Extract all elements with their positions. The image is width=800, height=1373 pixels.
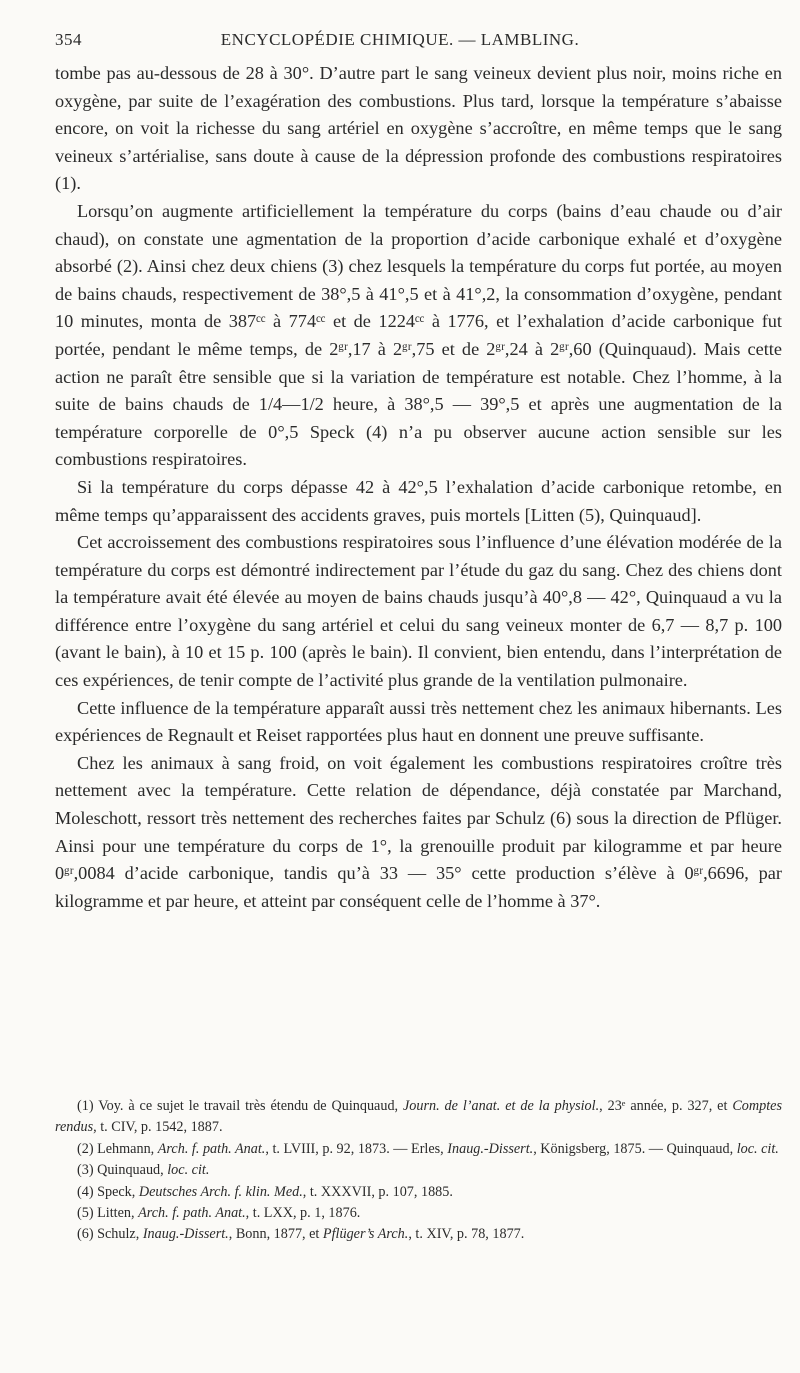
footnote-text: (5) Litten,: [77, 1205, 139, 1222]
footnote-text: , t. CIV, p. 1542, 1887.: [93, 1119, 223, 1136]
body-text: [55, 60, 782, 915]
footnote-citation-italic: loc. cit.: [736, 1140, 779, 1157]
footnote-citation-italic: Comptes rendus: [55, 1098, 782, 1136]
paragraph: Cette influence de la température apparaît aussi très nettement chez les animaux hibernants. Les expériences de Regnault et Reiset rapportées plus haut en donnent une preuve suffisante.: [55, 697, 782, 746]
paragraph: Si la température du corps dépasse 42 à 42°,5 l’exhalation d’acide carbonique retombe, en même temps qu’apparaissent des accidents graves, puis mortels [Litten (5), Quinquaud].: [55, 476, 782, 525]
footnote-citation-italic: Pflüger’s Arch.: [322, 1226, 409, 1243]
footnote-text: (4) Speck,: [77, 1183, 139, 1200]
footnote-text: (3) Quinquaud,: [77, 1162, 168, 1179]
footnotes: [55, 1096, 782, 1246]
footnote: [55, 1096, 782, 1139]
footnote-text: (1) Voy. à ce sujet le travail très étendu de Quinquaud,: [77, 1098, 403, 1114]
footnote-text: , t. XIV, p. 78, 1877.: [408, 1226, 525, 1243]
paragraph: Cet accroissement des combustions respiratoires sous l’influence d’une élévation modérée de la température du corps est démontré indirectement par l’étude du gaz du sang. Chez des chiens dont la température avait été élevée au moyen de bains chauds jusqu’à 40°,8 — 42°, Quinquaud a vu la différence entre l’oxygène du sang artériel et celui du sang veineux monter de 6,7 — 8,7 p. 100 (avant le bain), à 10 et 15 p. 100 (après le bain). Il convient, bien entendu, dans l’interprétation de ces expériences, de tenir compte de l’activité plus grande de la ventilation pulmonaire.: [55, 532, 782, 691]
paragraph: tombe pas au-dessous de 28 à 30°. D’autre part le sang veineux devient plus noir, moins riche en oxygène, par suite de l’exagération des combustions. Plus tard, lorsque la température s’abaisse encore, on voit la richesse du sang artériel en oxygène s’accroître, en même temps que le sang veineux s’artérialise, sans doute à cause de la dépression profonde des combustions respiratoires (1).: [55, 63, 782, 194]
footnote-text: , 23ᵉ année, p. 327, et: [599, 1098, 733, 1114]
footnote: [55, 1182, 782, 1203]
footnote: [55, 1224, 782, 1245]
footnote-text: , t. LXX, p. 1, 1876.: [245, 1205, 361, 1222]
footnote: [55, 1203, 782, 1224]
footnote-text: (6) Schulz,: [77, 1226, 143, 1243]
running-title: ENCYCLOPÉDIE CHIMIQUE. — LAMBLING.: [220, 30, 580, 49]
page-number: 354: [55, 30, 82, 49]
footnote-citation-italic: Inaug.-Dissert.: [142, 1226, 229, 1243]
footnote: [55, 1160, 782, 1181]
footnote-citation-italic: Inaug.-Dissert.: [447, 1140, 534, 1157]
footnote-citation-italic: Arch. f. path. Anat.: [157, 1140, 266, 1157]
paragraph: Chez les animaux à sang froid, on voit également les combustions respiratoires croître très nettement avec la température. Cette relation de dépendance, déjà constatée par Marchand, Moleschott, ressort très nettement des recherches faites par Schulz (6) sous la direction de Pflüger. Ainsi pour une température du corps de 1°, la grenouille produit par kilogramme et par heure 0ᵍʳ,0084 d’acide carbonique, tandis qu’à 33 — 35° cette production s’élève à 0ᵍʳ,6696, par kilogramme et par heure, et atteint par conséquent celle de l’homme à 37°.: [55, 752, 782, 911]
footnote-text: , Bonn, 1877, et: [228, 1226, 323, 1243]
footnote-citation-italic: Arch. f. path. Anat.: [138, 1205, 246, 1222]
footnote-citation-italic: Journ. de l’anat. et de la physiol.: [403, 1098, 600, 1114]
footnote-text: , t. XXXVII, p. 107, 1885.: [302, 1183, 453, 1200]
running-header: [55, 30, 745, 56]
footnote: [55, 1139, 782, 1160]
footnote-citation-italic: loc. cit.: [167, 1162, 210, 1179]
paragraph: Lorsqu’on augmente artificiellement la température du corps (bains d’eau chaude ou d’air chaud), on constate une agmentation de la proportion d’acide carbonique exhalé et d’oxygène absorbé (2). Ainsi chez deux chiens (3) chez lesquels la température du corps fut portée, au moyen de bains chauds, respectivement de 38°,5 à 41°,5 et à 41°,2, la consommation d’oxygène, pendant 10 minutes, monta de 387ᶜᶜ à 774ᶜᶜ et de 1224ᶜᶜ à 1776, et l’exhalation d’acide carbonique fut portée, pendant le même temps, de 2ᵍʳ,17 à 2ᵍʳ,75 et de 2ᵍʳ,24 à 2ᵍʳ,60 (Quinquaud). Mais cette action ne paraît être sensible que si la variation de température est notable. Chez l’homme, à la suite de bains chauds de 1/4—1/2 heure, à 38°,5 — 39°,5 et après une augmentation de la température corporelle de 0°,5 Speck (4) n’a pu observer aucune action sensible sur les combustions respiratoires.: [55, 200, 782, 470]
footnote-citation-italic: Deutsches Arch. f. klin. Med.: [138, 1183, 303, 1200]
footnote-text: , Königsberg, 1875. — Quinquaud,: [533, 1140, 737, 1157]
footnote-text: (2) Lehmann,: [77, 1140, 158, 1157]
footnote-text: , t. LVIII, p. 92, 1873. — Erles,: [265, 1140, 448, 1157]
